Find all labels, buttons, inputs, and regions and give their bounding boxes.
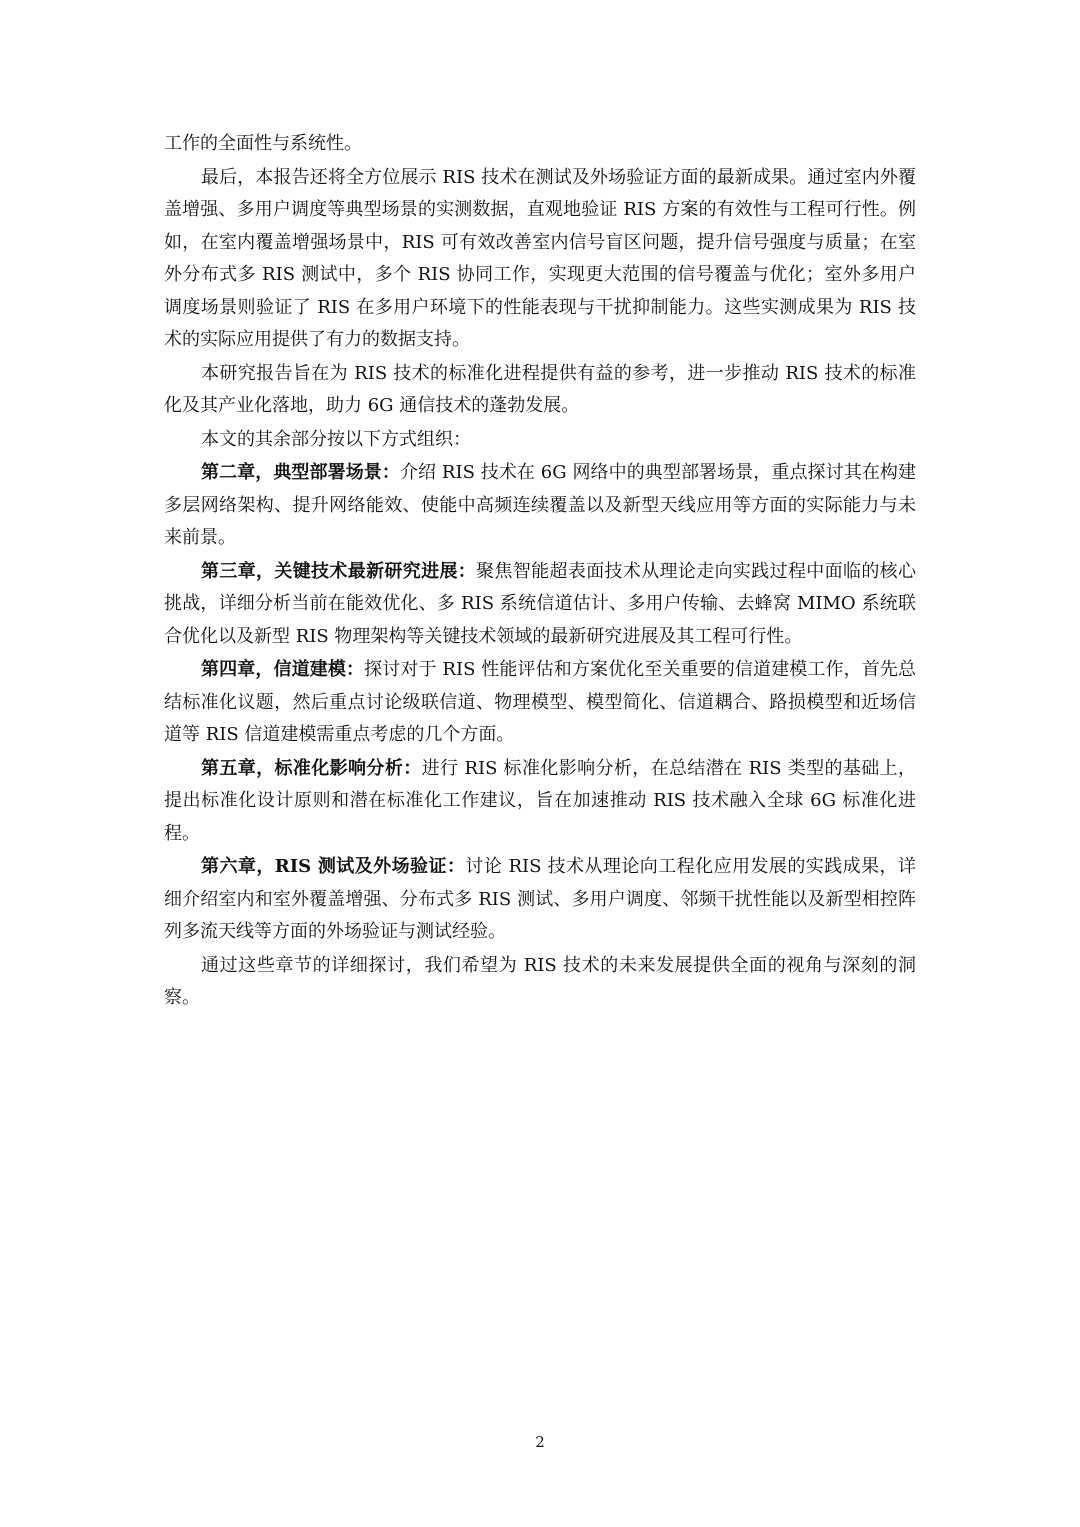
chapter-description: 聚焦智能超表面技术从理论走向实践过程中面临的核心挑战，详细分析当前在能效优化、多 RIS 系统信道估计、多用户传输、去蜂窝 MIMO 系统联合优化以及新型 RIS 物理架构等关键技术领域的最新研究进展及其工程可行性。: [164, 560, 917, 647]
chapter-title: 第四章，信道建模：: [201, 659, 365, 680]
chapter-summary-5: [164, 753, 916, 851]
chapter-title: 第五章，标准化影响分析：: [201, 757, 422, 779]
chapter-summary-4: [164, 654, 916, 752]
paragraph-test-results: 最后，本报告还将全方位展示 RIS 技术在测试及外场验证方面的最新成果。通过室内外覆盖增强、多用户调度等典型场景的实测数据，直观地验证 RIS 方案的有效性与工程可行性。例如，在室内覆盖增强场景中，RIS 可有效改善室内信号盲区问题，提升信号强度与质量；在室外分布式多 RIS 测试中，多个 RIS 协同工作，实现更大范围的信号覆盖与优化；室外多用户调度场景则验证了 RIS 在多用户环境下的性能表现与干扰抑制能力。这些实测成果为 RIS 技术的实际应用提供了有力的数据支持。: [164, 166, 916, 350]
chapter-description: 介绍 RIS 技术在 6G 网络中的典型部署场景，重点探讨其在构建多层网络架构、提升网络能效、使能中高频连续覆盖以及新型天线应用等方面的实际能力与未来前景。: [164, 462, 916, 548]
chapter-description: 进行 RIS 标准化影响分析，在总结潜在 RIS 类型的基础上，提出标准化设计原则和潜在标准化工作建议，旨在加速推动 RIS 技术融入全球 6G 标准化进程。: [164, 757, 917, 844]
paragraph-continuation: 工作的全面性与系统性。: [164, 133, 362, 154]
chapter-summary-3: [164, 556, 916, 654]
paragraph-organization-intro: 本文的其余部分按以下方式组织：: [201, 428, 471, 450]
chapter-title: 第三章，关键技术最新研究进展：: [201, 560, 477, 582]
page-number: 2: [535, 1433, 545, 1451]
paragraph-purpose: 本研究报告旨在为 RIS 技术的标准化进程提供有益的参考，进一步推动 RIS 技术的标准化及其产业化落地，助力 6G 通信技术的蓬勃发展。: [164, 362, 916, 416]
chapter-title: 第二章，典型部署场景：: [201, 462, 400, 483]
body-text: [164, 128, 916, 1016]
chapter-summary-6: [164, 851, 916, 949]
chapter-description: 讨论 RIS 技术从理论向工程化应用发展的实践成果，详细介绍室内和室外覆盖增强、分布式多 RIS 测试、多用户调度、邻频干扰性能以及新型相控阵列多流天线等方面的外场验证与测试经验。: [164, 856, 916, 942]
chapter-title: 第六章，RIS 测试及外场验证：: [201, 856, 466, 877]
chapter-description: 探讨对于 RIS 性能评估和方案优化至关重要的信道建模工作，首先总结标准化议题，然后重点讨论级联信道、物理模型、模型简化、信道耦合、路损模型和近场信道等 RIS 信道建模需重点考虑的几个方面。: [164, 659, 917, 745]
paragraph-conclusion: 通过这些章节的详细探讨，我们希望为 RIS 技术的未来发展提供全面的视角与深刻的洞察。: [164, 954, 916, 1008]
chapter-summary-2: [164, 457, 916, 555]
